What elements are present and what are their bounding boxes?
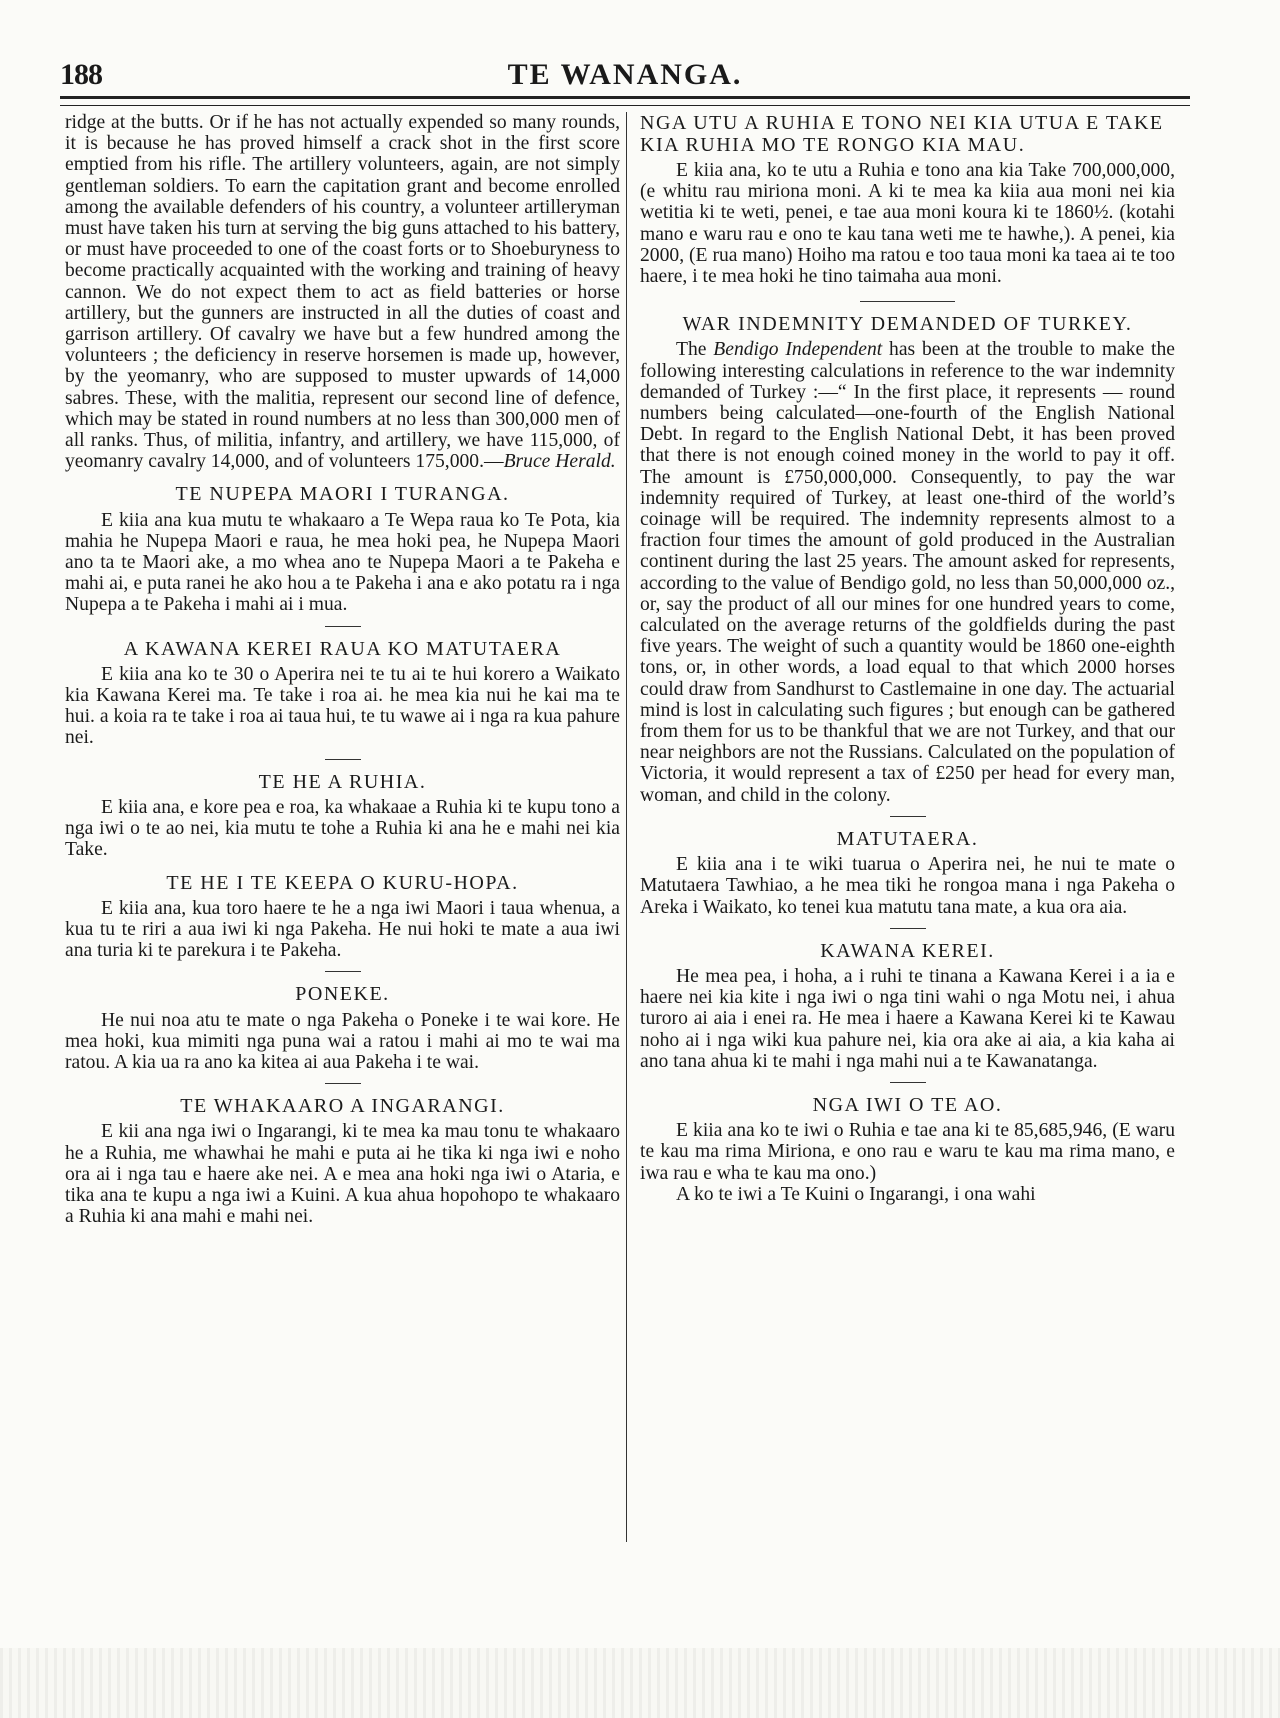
article-heading: TE HE I TE KEEPA O KURU-HOPA. [166,871,519,894]
attribution: Bruce Herald. [503,451,616,473]
article-body: E kii ana nga iwi o Ingarangi, ki te mea ka mau tonu te whakaaro he a Ruhia, me whawhai he mahi e puta ai he tika ki nga iwi e noho ora ai i nga tau e haere ake nei. A e mea ana hoki nga iwi o Ataria, e tika ana te kupu a nga iwi a Kuini. A kua ahua hopohopo te whakaaro a Ruhia ki ana mahi e mahi nei. [65,1121,620,1228]
article-body: E kiia ana, ko te utu a Ruhia e tono ana kia Take 700,000,000, (e whitu rau miriona moni. A ki te mea ka kiia aua moni nei kia wetitia ki te weti, penei, e tae aua moni koura ki te 1860½. (kotahi mano e waru rau e ono te kau tana weti me te hawhe,). A penei, kia 2000, (E rua mano) Hoiho ma ratou e too taua moni ka taea ai te too haere, i te mea hoki he tino taimaha aua moni. [640,160,1175,288]
article-heading: TE HE A RUHIA. [258,770,427,793]
column-divider [626,112,627,1542]
scan-edge [0,1648,1280,1718]
divider [325,1083,361,1084]
article-heading: NGA UTU A RUHIA E TONO NEI KIA UTUA E TAKE KIA RUHIA MO TE RONGO KIA MAU. [640,112,1164,156]
newspaper-title: TE WANANGA. [507,58,743,91]
divider [325,759,361,760]
article-heading: TE WHAKAARO A INGARANGI. [180,1095,505,1118]
article-body: E kiia ana, e kore pea e roa, ka whakaae a Ruhia ki te kupu tono a nga iwi o te ao nei, kia mutu te tohe a Ruhia ki ana he e mahi nei kia Take. [65,796,620,861]
page-header [60,58,1190,98]
right-column [640,112,1175,1205]
divider [325,971,361,972]
article-body: E kiia ana, kua toro haere te he a nga iwi Maori i taua whenua, a kua tu te riri a aua iwi ki nga Pakeha. He nui hoki te mate a aua iwi ana turia ki te parekura i te Pakeha. [65,897,620,962]
continued-article [65,112,620,472]
divider [890,1082,926,1083]
article-heading: MATUTAERA. [836,827,979,850]
divider [890,816,926,817]
left-column [65,112,620,1227]
article-heading: NGA IWI O TE AO. [812,1093,1003,1116]
header-rule [60,96,1190,106]
article-body: E kiia ana ko te 30 o Aperira nei te tu ai te hui korero a Waikato kia Kawana Kerei ma. Te take i roa ai. he mea kia nui he kai ma te hui. a koia ra te take i roa ai taua hui, te tu wawe ai i nga ra kua pahure nei. [65,663,620,749]
continued-article-text: ridge at the butts. Or if he has not actually expended so many rounds, it is because he has proved himself a crack shot in the first score emptied from his rifle. The artillery volunteers, again, are not simply gentleman soldiers. To earn the capitation grant and become enrolled among the available defenders of his country, a volunteer artilleryman must have taken his turn at serving the big guns attached to his battery, or must have proceeded to one of the coast forts or to Shoeburyness to become practically acquainted with the working and training of heavy cannon. We do not expect them to act as field batteries or horse artillery, but the gunners are instructed in all the duties of coast and garrison artillery. Of cavalry we have but a few hundred among the volunteers ; the deficiency in reserve horsemen is made up, however, by the yeomanry, who are supposed to muster upwards of 14,000 sabres. These, with the malitia, represent our second line of defence, which may be stated in round numbers at no less than 300,000 men of all ranks. Thus, of militia, infantry, and artillery, we have 115,000, of yeomanry cavalry 14,000, and of volunteers 175,000.— [65,112,620,473]
divider [325,626,361,627]
page-number: 188 [60,58,102,91]
article-heading: KAWANA KEREI. [820,939,995,962]
divider [860,301,955,302]
article-body: A ko te iwi a Te Kuini o Ingarangi, i ona wahi [676,1183,1036,1205]
article-body-text: has been at the trouble to make the following interesting calculations in reference to the war indemnity demanded of Turkey :—“ In the first place, it represents — round numbers being calculated—one-fourth of the English National Debt. In regard to the English National Debt, it has been proved that there is not enough coined money in the world to pay it off. The amount is £750,000,000. Consequently, to pay the war indemnity required of Turkey, at least one-third of the world’s coinage will be required. The indemnity represents almost to a fraction four times the amount of gold produced in the Australian continent during the last 25 years. The amount asked for represents, according to the value of Bendigo gold, no less than 50,000,000 oz., or, say the product of all our mines for one hundred years to come, calculated on the average returns of the goldfields during the past five years. The weight of such a quantity would be 1860 one-eighth tons, or, in other words, a load equal to that which 2000 horses could draw from Sandhurst to Castlemaine in one day. The actuarial mind is lost in calculating such figures ; but enough can be gathered from them for us to be thankful that we are not Turkey, and that our near neighbors are not the Russians. Calculated on the population of Victoria, it would represent a tax of £250 per head for every man, woman, and child in the colony. [640,339,1175,806]
source-name: Bendigo Independent [713,339,883,361]
article-body: E kiia ana kua mutu te whakaaro a Te Wepa raua ko Te Pota, kia mahia he Nupepa Maori e raua, he mea hoki pea, he Nupepa Maori ano ta te Maori ake, a mo whea ano te Nupepa Maori a te Pakeha e mahi ai, e puta ranei he ako hou a te Pakeha i ana e ako potatu ra i nga Nupepa a te Pakeha i mahi ai i mua. [65,509,620,616]
article-body: E kiia ana ko te iwi o Ruhia e tae ana ki te 85,685,946, (E waru te kau ma rima Miriona, e ono rau e waru te kau ma rima mano, e iwa rau e wha te kau ma ono.) [640,1120,1175,1184]
article-heading: A KAWANA KEREI RAUA KO MATUTAERA [123,637,562,660]
article-heading: WAR INDEMNITY DEMANDED OF TURKEY. [682,313,1133,336]
article-heading: PONEKE. [295,983,390,1006]
article-body: He mea pea, i hoha, a i ruhi te tinana a Kawana Kerei i a ia e haere nei kia kite i nga iwi o nga tini wahi o nga Motu nei, i ahua turoro ai aia i enei ra. He mea i haere a Kawana Kerei ki te Kawau noho ai i nga wiki kua pahure nei, kia ora ake ai aia, a kia kaha ai ano tana ahua ki te mahi i nga mahi nui a te Kawanatanga. [640,965,1175,1072]
article-heading: TE NUPEPA MAORI I TURANGA. [175,483,510,506]
article-body-lead: The [676,339,714,361]
article-body: E kiia ana i te wiki tuarua o Aperira nei, he nui te mate o Matutaera Tawhiao, a he mea tiki he rongoa mana i nga Pakeha o Areka i Waikato, ko tenei kua matutu tana mate, a kua ora aia. [640,854,1175,918]
divider [890,928,926,929]
article-body [640,339,1175,805]
article-body: He nui noa atu te mate o nga Pakeha o Poneke i te wai kore. He mea hoki, kua mimiti nga puna wai a ratou i mahi ai mo te wai ma ratou. A kia ua ra ano ka kitea ai aua Pakeha i te wai. [65,1009,620,1073]
